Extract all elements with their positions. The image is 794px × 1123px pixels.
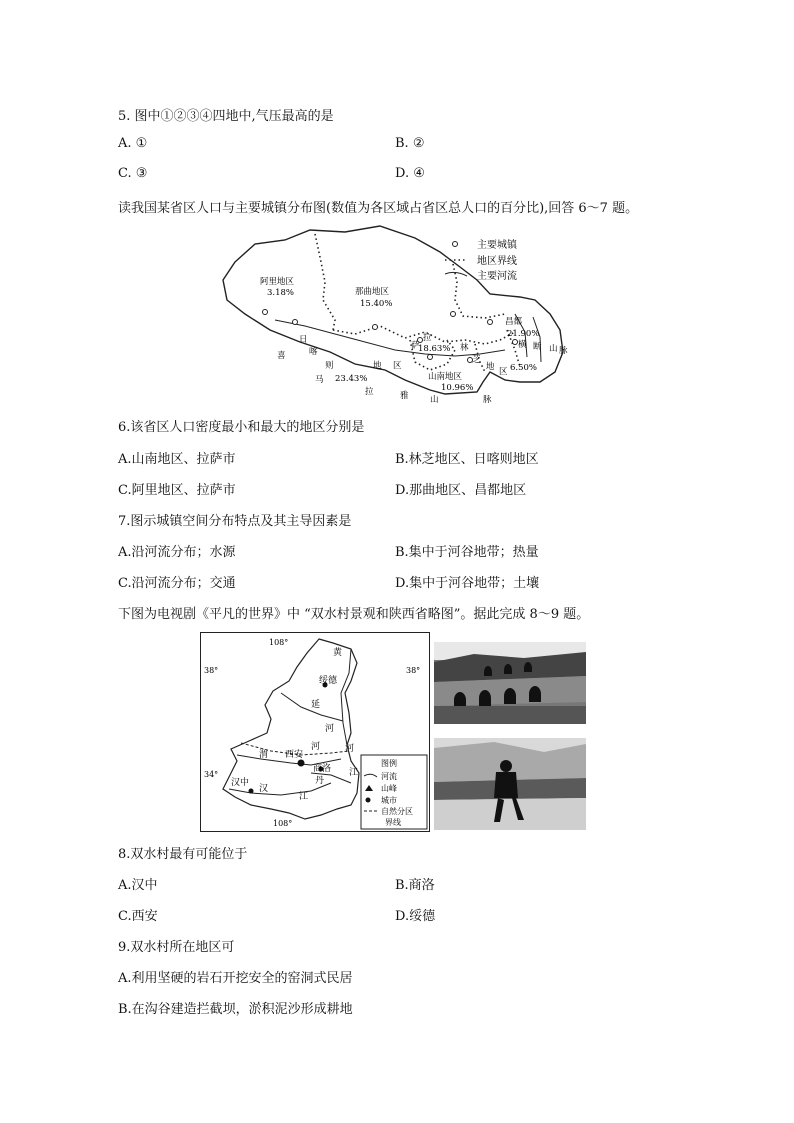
label-naqu: 那曲地区 <box>355 287 390 297</box>
q7-stem: 7.图示城镇空间分布特点及其主导因素是 <box>118 514 352 529</box>
legend-river2: 河流 <box>381 772 397 781</box>
legend-city: 城市 <box>381 796 397 805</box>
label-suide: 绥德 <box>319 676 338 686</box>
town <box>373 325 378 330</box>
label-lhasa-2: 萨 <box>411 341 420 351</box>
town <box>263 310 268 315</box>
label-lat34: 34° <box>204 770 219 779</box>
label-la: 拉 <box>365 387 374 397</box>
city-hanzhong <box>249 789 254 794</box>
label-lhasa-pct: 18.63% <box>418 344 451 354</box>
q5-option-d: D. ④ <box>395 166 425 181</box>
label-mai-b: 脉 <box>483 395 492 405</box>
label-ali-pct: 3.18% <box>267 288 295 298</box>
town <box>513 340 518 345</box>
label-hanzhong: 汉中 <box>231 778 250 788</box>
label-shangluo: 商洛 <box>313 764 332 774</box>
q8-stem: 8.双水村最有可能位于 <box>118 847 248 862</box>
intro-q8-9: 下图为电视剧《平凡的世界》中 “双水村景观和陕西省略图”。据此完成 8～9 题。 <box>118 607 590 622</box>
label-qu: 区 <box>499 367 508 377</box>
q5-option-a: A. ① <box>118 136 148 151</box>
photo-person-walking-svg <box>434 738 586 830</box>
q5-option-b: B. ② <box>395 136 425 151</box>
town <box>451 312 456 317</box>
label-di: 地 <box>486 362 495 372</box>
label-shannan: 山南地区 <box>428 372 463 382</box>
label-huang: 黄 <box>333 648 343 658</box>
population-map-svg <box>215 222 575 407</box>
label-jiang-1: 江 <box>349 768 359 778</box>
q8-option-a: A.汉中 <box>118 878 158 893</box>
label-ri: 日 <box>299 335 308 345</box>
shaanxi-map-svg <box>201 633 429 831</box>
photo-cave-dwellings <box>434 642 586 724</box>
label-diqu-2: 区 <box>393 361 402 371</box>
label-ma: 马 <box>315 375 324 385</box>
label-zhi: 芝 <box>472 355 481 365</box>
label-ya: 雅 <box>400 391 409 401</box>
label-duan: 断 <box>533 342 542 352</box>
city-xian <box>298 760 305 767</box>
label-heng: 横 <box>518 340 527 350</box>
q5-option-c: C. ③ <box>118 166 148 181</box>
legend-town: 主要城镇 <box>477 240 517 251</box>
q6-stem: 6.该省区人口密度最小和最大的地区分别是 <box>118 420 365 435</box>
q7-option-d: D.集中于河谷地带；土壤 <box>395 576 540 591</box>
label-yan: 延 <box>311 700 321 710</box>
label-lat38-left: 38° <box>204 666 219 675</box>
label-ka: 喀 <box>309 347 318 357</box>
label-he-1: 河 <box>325 724 335 734</box>
q8-option-b: B.商洛 <box>395 878 435 893</box>
legend-town-icon <box>453 242 458 247</box>
q9-option-a: A.利用坚硬的岩石开挖安全的窑洞式民居 <box>118 971 353 986</box>
label-wei: 渭 <box>259 750 269 760</box>
q7-option-b: B.集中于河谷地带；热量 <box>395 545 539 560</box>
label-changdu-pct: 21.90% <box>507 329 540 339</box>
q7-option-c: C.沿河流分布；交通 <box>118 576 236 591</box>
label-mai-r: 脉 <box>559 346 568 356</box>
legend-boundary: 地区界线 <box>477 256 517 267</box>
label-ali: 阿里地区 <box>260 277 295 287</box>
label-naqu-pct: 15.40% <box>360 299 393 309</box>
town <box>488 320 493 325</box>
q6-option-a: A.山南地区、拉萨市 <box>118 452 236 467</box>
label-xi: 喜 <box>277 351 286 361</box>
river-east-2 <box>533 317 541 362</box>
district-boundary-ali-naqu <box>315 234 335 330</box>
label-shannan-pct: 10.96% <box>441 383 474 393</box>
label-dan: 丹 <box>315 776 325 786</box>
label-diqu-1: 地 <box>373 361 382 371</box>
population-map <box>215 222 575 407</box>
label-jiang-2: 江 <box>299 792 309 802</box>
legend-boundary2: 界线 <box>385 818 401 827</box>
label-shan-r: 山 <box>549 344 558 354</box>
shaanxi-map <box>200 632 430 832</box>
label-xian: 西安 <box>285 750 304 760</box>
label-shan-b: 山 <box>430 395 439 405</box>
legend-peak: 山峰 <box>381 784 397 793</box>
label-pct650: 6.50% <box>510 363 538 373</box>
label-ze: 则 <box>325 361 334 371</box>
intro-q6-7: 读我国某省区人口与主要城镇分布图(数值为各区域占省区总人口的百分比),回答 6～7 题。 <box>118 201 639 216</box>
town <box>293 320 298 325</box>
label-he-2: 河 <box>311 742 321 752</box>
label-lon-top: 108° <box>269 638 289 647</box>
q6-option-d: D.那曲地区、昌都地区 <box>395 483 527 498</box>
q6-option-c: C.阿里地区、拉萨市 <box>118 483 236 498</box>
q7-option-a: A.沿河流分布；水源 <box>118 545 236 560</box>
q8-option-c: C.西安 <box>118 909 158 924</box>
label-lat38-right: 38° <box>406 666 421 675</box>
legend-city-icon <box>366 798 371 803</box>
q9-option-b: B.在沟谷建造拦截坝，淤积泥沙形成耕地 <box>118 1002 353 1017</box>
legend-title: 图例 <box>381 759 397 768</box>
label-lin: 林 <box>460 343 469 353</box>
q5-stem: 5. 图中①②③④四地中,气压最高的是 <box>118 109 334 124</box>
legend-river-icon <box>445 272 467 276</box>
legend-zone: 自然分区 <box>381 807 413 816</box>
label-han: 汉 <box>259 784 269 794</box>
q9-stem: 9.双水村所在地区可 <box>118 940 235 955</box>
label-lon-bottom: 108° <box>273 819 293 828</box>
q6-option-b: B.林芝地区、日喀则地区 <box>395 452 539 467</box>
label-pct2343: 23.43% <box>335 374 368 384</box>
town <box>428 355 433 360</box>
photo-person-walking <box>434 738 586 830</box>
photo-cave-dwellings-svg <box>434 642 586 724</box>
label-he-3: 河 <box>345 744 355 754</box>
label-lhasa-1: 拉 <box>423 333 432 343</box>
label-changdu: 昌都 <box>505 317 523 327</box>
q8-option-d: D.绥德 <box>395 909 436 924</box>
legend-river: 主要河流 <box>477 271 517 282</box>
